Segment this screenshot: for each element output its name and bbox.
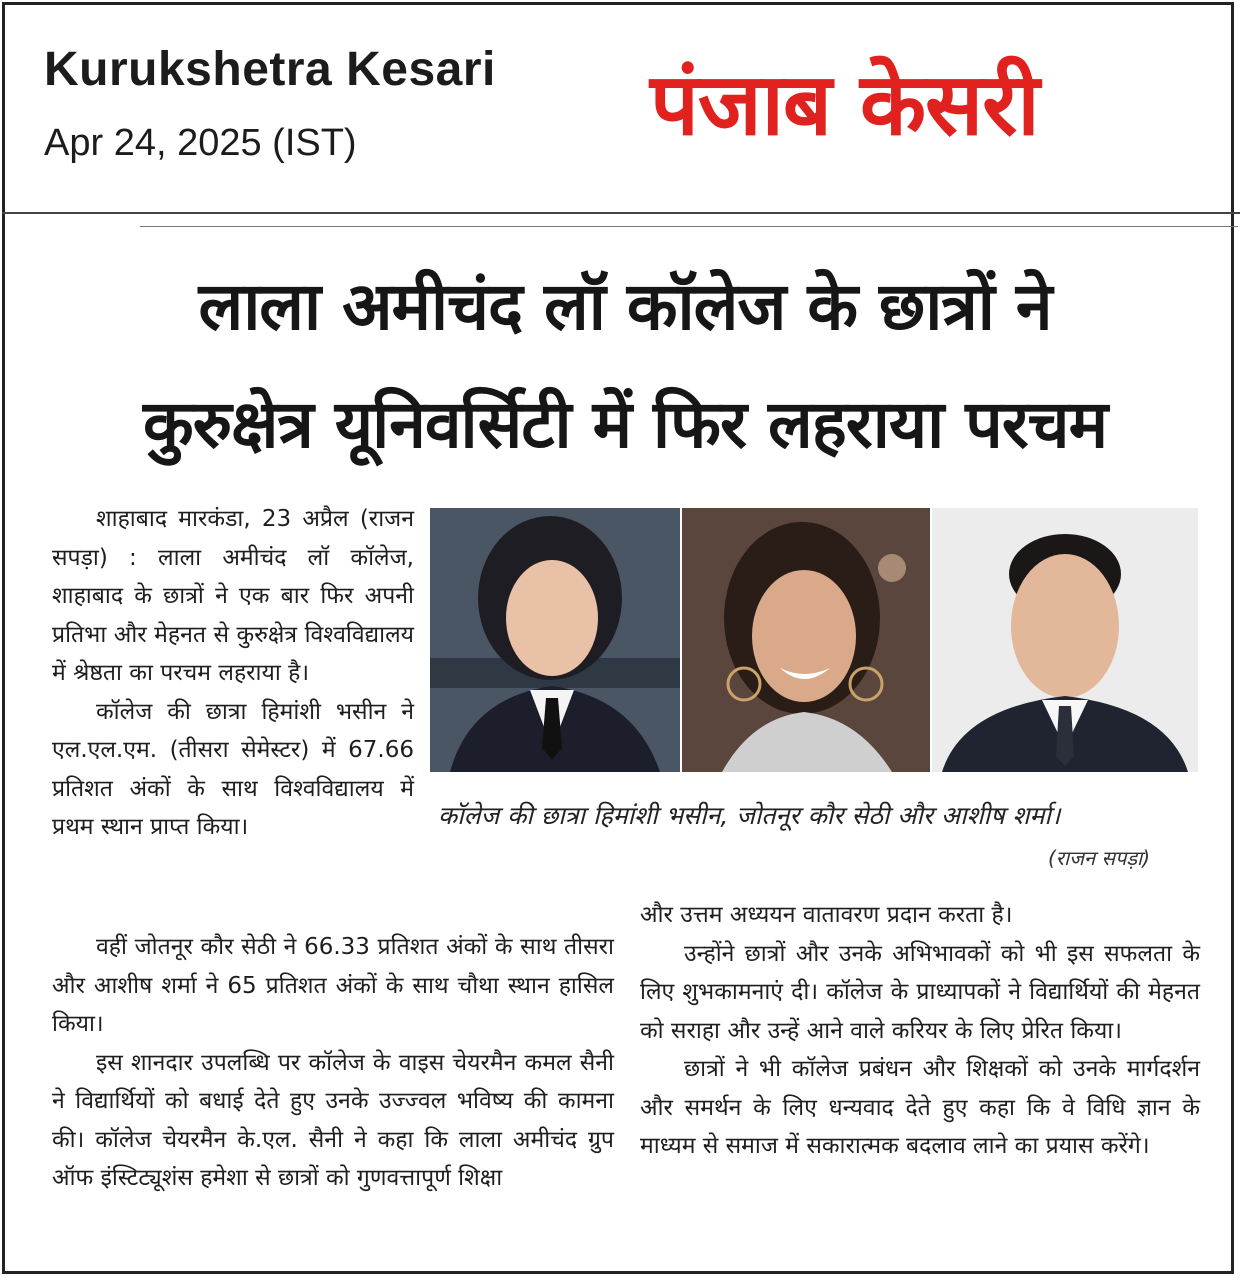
photo-student-3 — [932, 508, 1198, 772]
article-paragraph: उन्होंने छात्रों और उनके अभिभावकों को भी इस सफलता के लिए शुभकामनाएं दी। कॉलेज के प्राध्यापकों ने विद्यार्थियों की मेहनत को सराहा और उन्हें आने वाले करियर के लिए प्रेरित किया। — [640, 940, 1200, 1044]
portrait-woman-smiling-icon — [682, 508, 930, 772]
article-paragraph: छात्रों ने भी कॉलेज प्रबंधन और शिक्षकों को उनके मार्गदर्शन और समर्थन के लिए धन्यवाद देते हुए कहा कि वे विधि ज्ञान के माध्यम से समाज में सकारात्मक बदलाव लाने का प्रयास करेंगे। — [640, 1056, 1200, 1159]
header-rule — [140, 226, 1238, 227]
article-paragraph: वहीं जोतनूर कौर सेठी ने 66.33 प्रतिशत अंकों के साथ तीसरा और आशीष शर्मा ने 65 प्रतिशत अंकों के साथ चौथा स्थान हासिल किया। — [52, 934, 614, 1037]
newspaper-masthead: पंजाब केसरी — [650, 55, 1039, 155]
article-column-3 — [640, 896, 1200, 1166]
article-paragraph: इस शानदार उपलब्धि पर कॉलेज के वाइस चेयरमैन कमल सैनी ने विद्यार्थियों को बधाई देते हुए उनके उज्ज्वल भविष्य की कामना की। कॉलेज चेयरमैन के.एल. सैनी ने कहा कि लाला अमीचंद ग्रुप ऑफ इंस्टिट्यूशंस हमेशा से छात्रों को गुणवत्तापूर्ण शिक्षा — [52, 1049, 614, 1191]
article-paragraph: शाहाबाद मारकंडा, 23 अप्रैल (राजन सपड़ा) : लाला अमीचंद लॉ कॉलेज, शाहाबाद के छात्रों ने एक बार फिर अपनी प्रतिभा और मेहनत से कुरुक्षेत्र विश्वविद्यालय में श्रेष्ठता का परचम लहराया है। — [52, 506, 414, 686]
photo-student-1 — [430, 508, 680, 772]
photo-caption: कॉलेज की छात्रा हिमांशी भसीन, जोतनूर कौर सेठी और आशीष शर्मा। — [438, 801, 1061, 830]
header-divider — [2, 212, 1240, 214]
article-paragraph: और उत्तम अध्ययन वातावरण प्रदान करता है। — [640, 902, 1013, 928]
article-column-1 — [52, 500, 414, 847]
headline-line-1: लाला अमीचंद लॉ कॉलेज के छात्रों ने — [198, 268, 1052, 345]
article-paragraph: कॉलेज की छात्रा हिमांशी भसीन ने एल.एल.एम. (तीसरा सेमेस्टर) में 67.66 प्रतिशत अंकों के साथ विश्वविद्यालय में प्रथम स्थान प्राप्त किया। — [52, 698, 414, 840]
publication-date: Apr 24, 2025 (IST) — [44, 122, 357, 164]
portrait-woman-suit-icon — [430, 508, 680, 772]
source-name: Kurukshetra Kesari — [44, 43, 496, 96]
portrait-man-suit-icon — [932, 508, 1198, 772]
photo-credit: (राजन सपड़ा) — [1048, 846, 1151, 870]
photo-student-2 — [682, 508, 930, 772]
article-column-2 — [52, 928, 614, 1198]
headline-line-2: कुरुक्षेत्र यूनिवर्सिटी में फिर लहराया परचम — [142, 386, 1108, 463]
